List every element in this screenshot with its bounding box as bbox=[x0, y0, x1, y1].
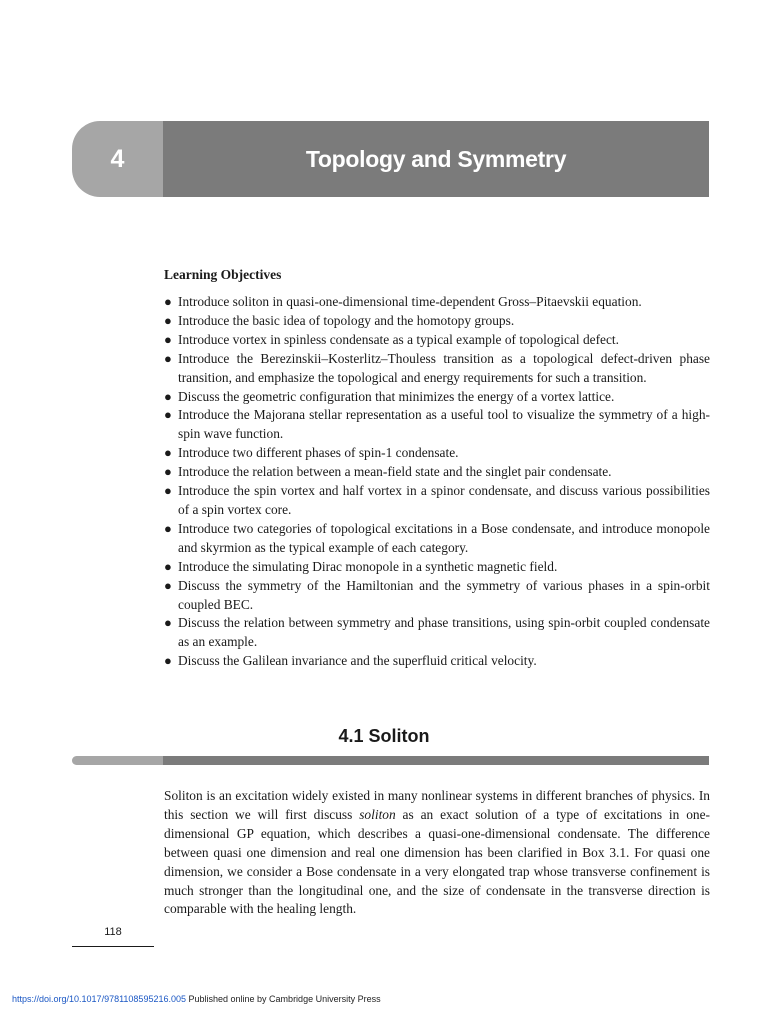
objective-text: Discuss the geometric configuration that minimizes the energy of a vortex lattice. bbox=[178, 388, 615, 404]
objective-text: Introduce soliton in quasi-one-dimensional time-dependent Gross–Pitaevskii equation. bbox=[178, 294, 642, 309]
page-number: 118 bbox=[104, 926, 122, 938]
objective-item bbox=[164, 577, 710, 615]
objective-text: Introduce vortex in spinless condensate as a typical example of topological defect. bbox=[178, 331, 619, 347]
objective-item bbox=[164, 406, 710, 444]
objective-item bbox=[164, 293, 710, 312]
objective-item bbox=[164, 614, 710, 652]
bullet-icon: ● bbox=[164, 615, 172, 631]
objective-item bbox=[164, 558, 710, 577]
objective-text: Discuss the symmetry of the Hamiltonian and the symmetry of various phases in a spin-orbit coupled BEC. bbox=[178, 577, 710, 612]
objective-item bbox=[164, 520, 710, 558]
chapter-number: 4 bbox=[72, 121, 163, 197]
bullet-icon: ● bbox=[164, 558, 172, 574]
objective-item bbox=[164, 312, 710, 331]
objective-item bbox=[164, 652, 710, 671]
objective-item bbox=[164, 482, 710, 520]
objective-text: Discuss the Galilean invariance and the superfluid critical velocity. bbox=[178, 653, 537, 669]
publisher-note: Published online by Cambridge University Press bbox=[188, 994, 381, 1004]
para-text-start: Soliton is an excitation widely existed in many nonlinear systems in different branches of physics. In this section we will first discuss bbox=[164, 788, 710, 822]
bullet-icon: ● bbox=[164, 350, 172, 366]
section-heading: 4.1 Soliton bbox=[338, 726, 430, 746]
objective-text: Discuss the relation between symmetry and phase transitions, using spin-orbit coupled condensate as an example. bbox=[178, 615, 710, 650]
bullet-icon: ● bbox=[164, 520, 172, 536]
objective-text: Introduce the Berezinskii–Kosterlitz–Thouless transition as a topological defect-driven phase transition, and emphasize the topological and energy requirements for such a transition. bbox=[178, 350, 710, 385]
learning-objectives bbox=[164, 267, 710, 671]
body-paragraph bbox=[164, 787, 710, 919]
bullet-icon: ● bbox=[164, 294, 172, 309]
page-number-rule bbox=[72, 946, 154, 947]
chapter-title: Topology and Symmetry bbox=[163, 121, 709, 197]
objective-text: Introduce two different phases of spin-1 condensate. bbox=[178, 445, 459, 461]
objective-text: Introduce two categories of topological excitations in a Bose condensate, and introduce monopole and skyrmion as the typical example of each category. bbox=[178, 520, 710, 555]
bullet-icon: ● bbox=[164, 653, 172, 669]
para-text-end: as an exact solution of a type of excitations in one-dimensional GP equation, which describes a quasi-one-dimensional condensate. The difference between quasi one dimension and real one dimension has been clarified in Box 3.1. For quasi one dimension, we consider a Bose condensate in a very elongated trap whose transverse confinement is much stronger than the longitudinal one, and the size of condensate in the transverse direction is comparable with the healing length. bbox=[164, 806, 710, 917]
objective-text: Introduce the Majorana stellar representation as a useful tool to visualize the symmetry of a high-spin wave function. bbox=[178, 407, 710, 442]
objective-text: Introduce the relation between a mean-field state and the singlet pair condensate. bbox=[178, 464, 612, 480]
objective-item bbox=[164, 463, 710, 482]
para-emphasis: soliton bbox=[359, 806, 396, 822]
section-rule-left bbox=[72, 756, 163, 765]
footer bbox=[12, 994, 381, 1004]
chapter-banner bbox=[72, 121, 709, 197]
objective-item bbox=[164, 350, 710, 388]
objective-item bbox=[164, 388, 710, 407]
objective-item bbox=[164, 444, 710, 463]
bullet-icon: ● bbox=[164, 445, 172, 461]
learning-objectives-heading: Learning Objectives bbox=[164, 267, 282, 282]
objective-text: Introduce the basic idea of topology and the homotopy groups. bbox=[178, 312, 515, 328]
section-rule-right bbox=[163, 756, 709, 765]
bullet-icon: ● bbox=[164, 577, 172, 593]
bullet-icon: ● bbox=[164, 464, 172, 480]
bullet-icon: ● bbox=[164, 407, 172, 423]
bullet-icon: ● bbox=[164, 483, 172, 499]
objectives-list bbox=[164, 293, 710, 671]
bullet-icon: ● bbox=[164, 388, 172, 404]
objective-item bbox=[164, 331, 710, 350]
bullet-icon: ● bbox=[164, 312, 172, 328]
objective-text: Introduce the simulating Dirac monopole in a synthetic magnetic field. bbox=[178, 558, 558, 574]
objective-text: Introduce the spin vortex and half vortex in a spinor condensate, and discuss various possibilities of a spin vortex core. bbox=[178, 483, 710, 517]
doi-link[interactable]: https://doi.org/10.1017/9781108595216.005 bbox=[12, 994, 186, 1004]
bullet-icon: ● bbox=[164, 331, 172, 347]
